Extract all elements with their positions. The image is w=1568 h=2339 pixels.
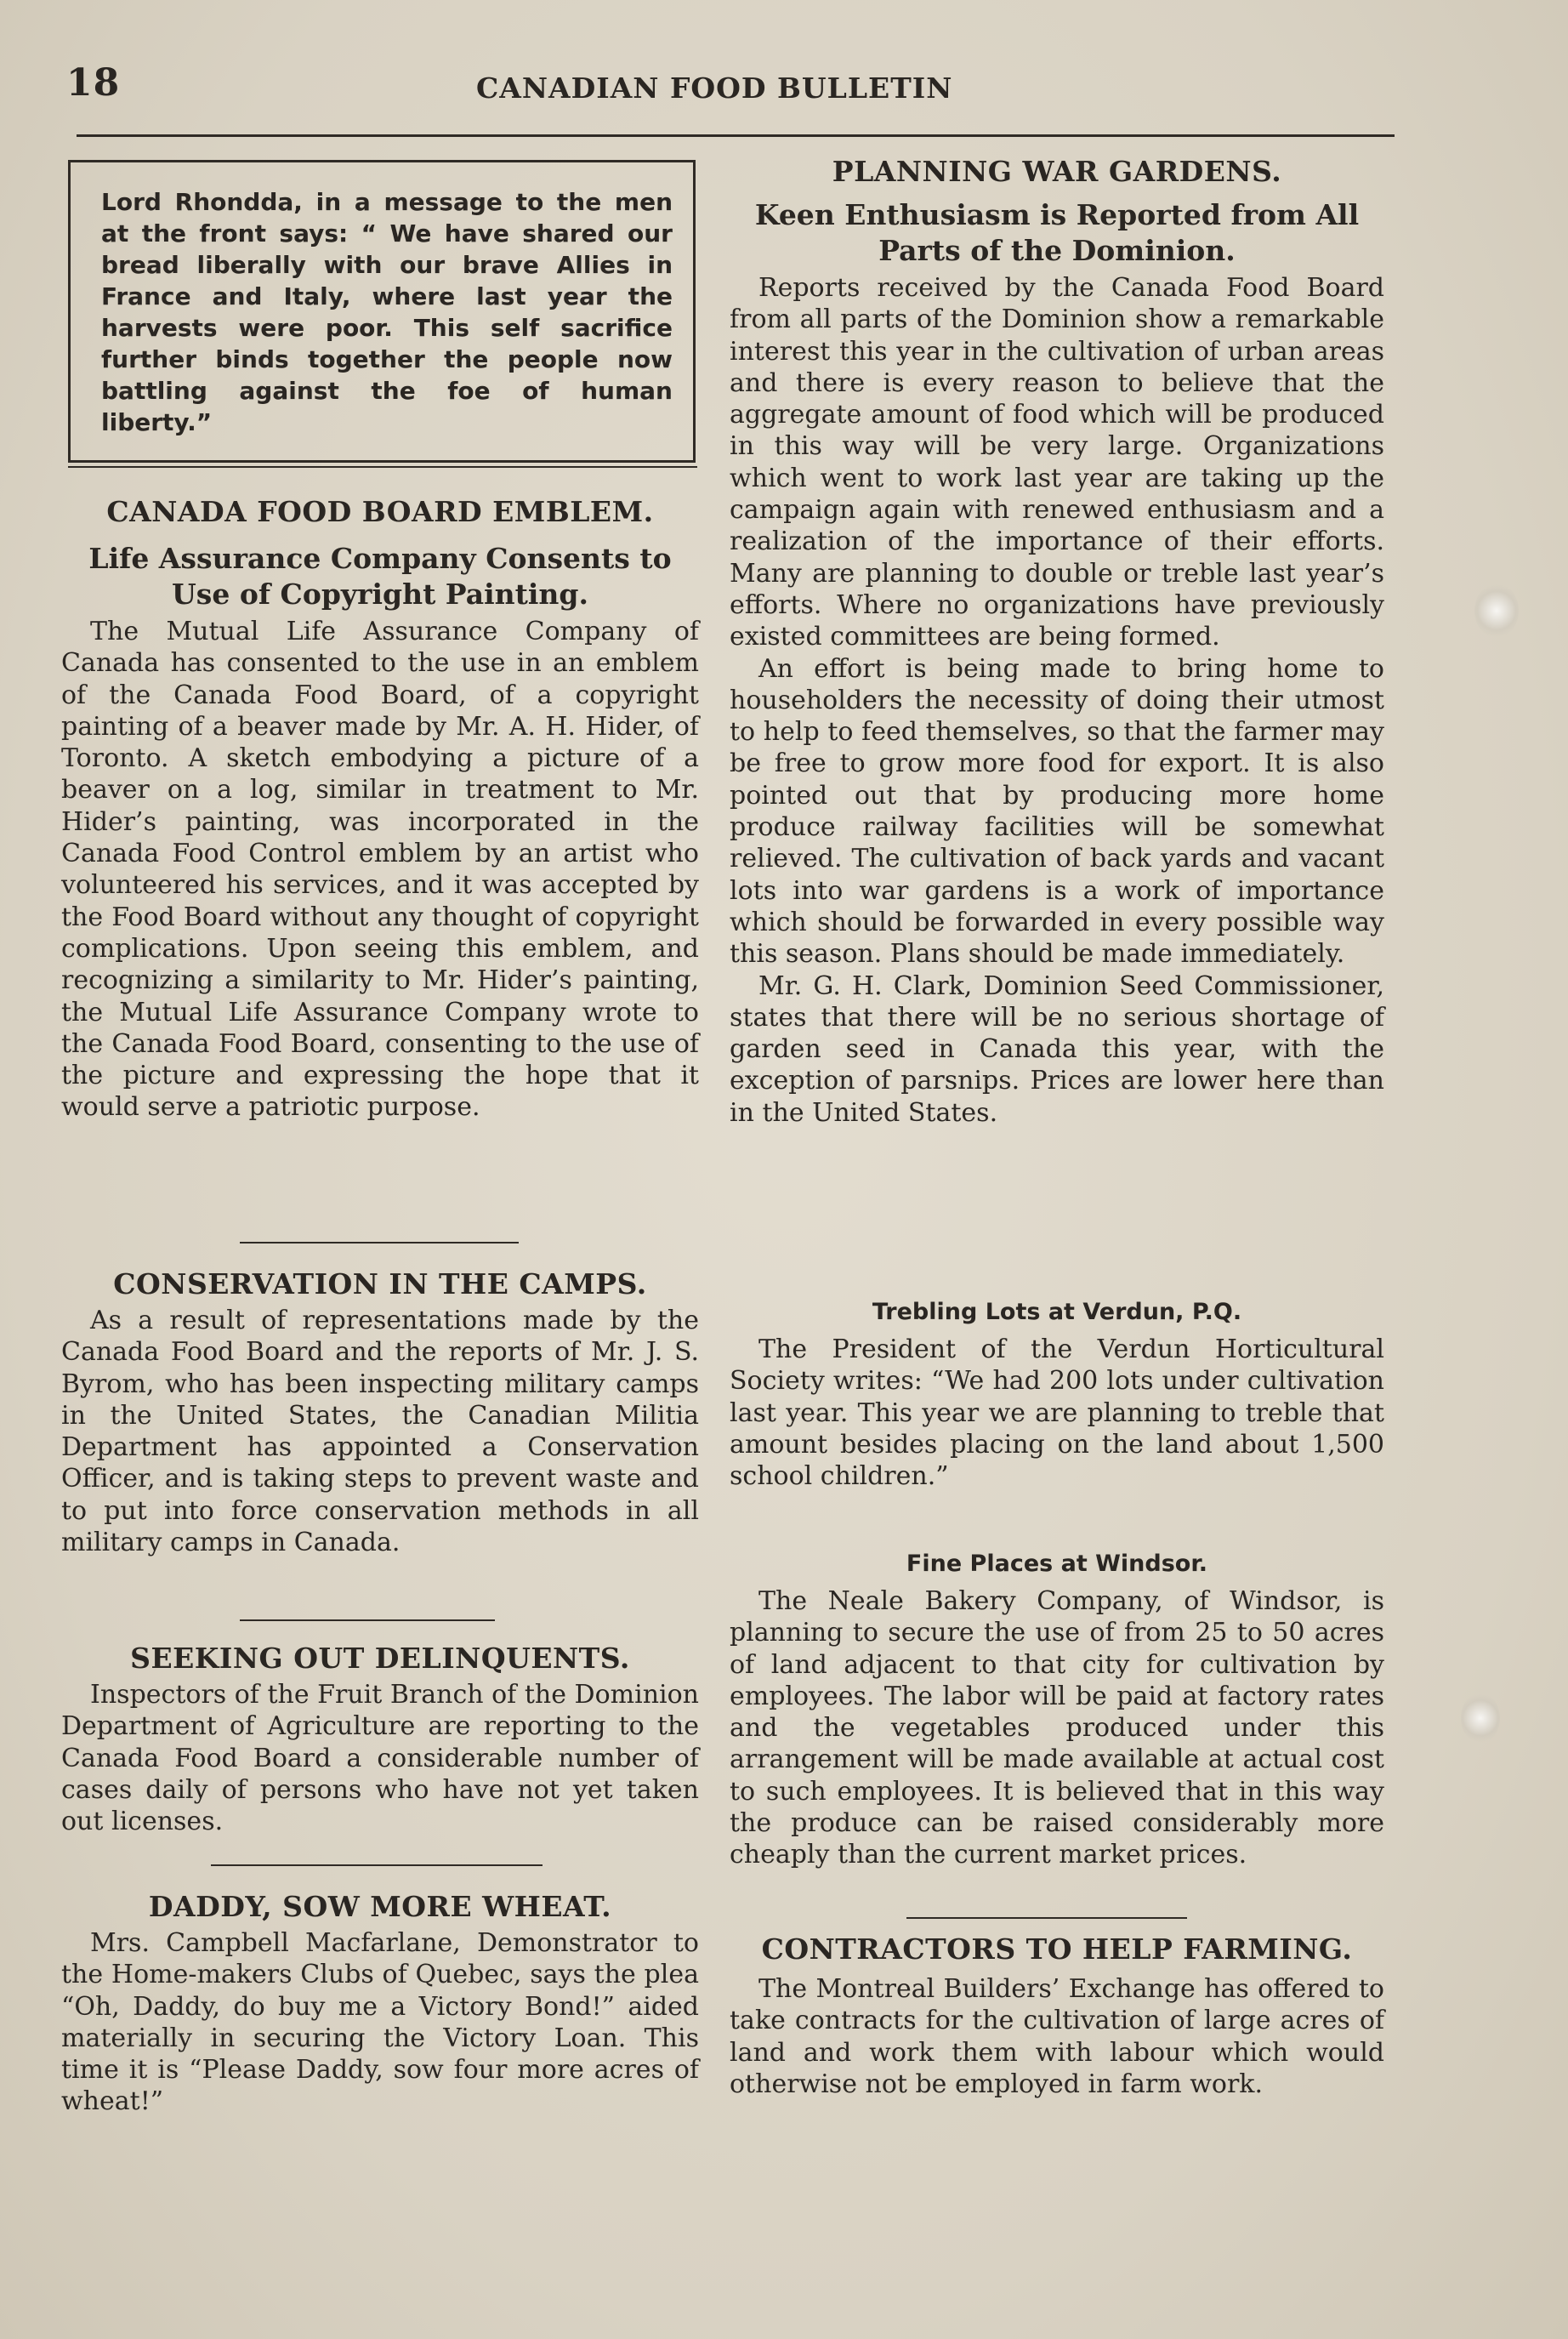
article-body: An effort is being made to bring home to householders the necessity of doing their utmost to help to feed themselves, so that the farmer may be free to grow more food for export. It is also pointed out that by producing more home produce railway facilities will be somewhat relieved. The cultivation of back yards and vacant lots into war gardens is a work of importance which should be forwarded in every possible way this season. Plans should be made immediately. <box>730 653 1384 970</box>
divider <box>211 1864 543 1866</box>
article-subtitle: Life Assurance Company Consents to Use of Copyright Painting. <box>88 542 672 611</box>
article-title: CONSERVATION IN THE CAMPS. <box>113 1267 647 1300</box>
article-verdun <box>730 1298 1384 1492</box>
article-body: The President of the Verdun Horticultural Society writes: “We had 200 lots under cultivation last year. This year we are planning to treble that amount besides placing on the land about 1,500 school children.” <box>730 1335 1384 1492</box>
article-windsor <box>730 1550 1384 1871</box>
article-title: DADDY, SOW MORE WHEAT. <box>148 1890 612 1923</box>
article-body: Inspectors of the Fruit Branch of the Dominion Department of Agriculture are reporting to the Canada Food Board a considerable number of cases daily of persons who have not yet taken out licenses. <box>61 1680 699 1837</box>
header-rule <box>77 134 1395 137</box>
quote-text: Lord Rhondda, in a message to the men at the front says: “ We have shared our bread liberally with our brave Allies in France and Italy, where last year the harvests were poor. This self sacrifice further binds together the people now battling against the foe of human liberty.” <box>101 188 673 436</box>
divider <box>240 1619 495 1621</box>
article-delinquents <box>61 1642 699 1837</box>
article-body: Mr. G. H. Clark, Dominion Seed Commissioner, states that there will be no serious shortage of garden seed in Canada this year, with the exception of parsnips. Prices are lower here than in the United States. <box>730 970 1384 1128</box>
quote-box <box>68 160 696 463</box>
article-title: Trebling Lots at Verdun, P.Q. <box>872 1299 1242 1325</box>
article-gardens <box>730 155 1384 1129</box>
article-body: As a result of representations made by the Canada Food Board and the reports of Mr. J. S. Byrom, who has been inspecting military camps in the United States, the Canadian Militia Department has appointed a Conservation Officer, and is taking steps to prevent waste and to put into force conservation methods in all military camps in Canada. <box>61 1306 699 1558</box>
divider <box>906 1917 1187 1919</box>
paper-blemish <box>1474 583 1519 638</box>
article-title: PLANNING WAR GARDENS. <box>832 155 1282 188</box>
article-title: CANADA FOOD BOARD EMBLEM. <box>106 495 654 528</box>
article-body: The Mutual Life Assurance Company of Canada has consented to the use in an emblem of the Canada Food Board, of a copyright painting of a beaver made by Mr. A. H. Hider, of Toronto. A sketch embodying a picture of a beaver on a log, similar in treatment to Mr. Hider’s painting, was incorporated in the Canada Food Control emblem by an artist who volunteered his services, and it was accepted by the Food Board without any thought of copyright complications. Upon seeing this emblem, and recognizing a similarity to Mr. Hider’s painting, the Mutual Life Assurance Company wrote to the Canada Food Board, consenting to the use of the picture and expressing the hope that it would serve a patriotic purpose. <box>61 617 699 1123</box>
paper-blemish <box>1461 1693 1500 1744</box>
article-title: SEEKING OUT DELINQUENTS. <box>130 1642 630 1675</box>
article-body: Reports received by the Canada Food Board from all parts of the Dominion show a remarkable interest this year in the cultivation of urban areas and there is every reason to believe that the aggregate amount of food which will be produced in this way will be very large. Organizations which went to work last year are taking up the campaign again with renewed enthusiasm and a realization of the importance of their efforts. Many are planning to double or treble last year’s efforts. Where no organizations have previously existed committees are being formed. <box>730 273 1384 652</box>
article-daddy <box>61 1890 699 2118</box>
article-emblem <box>61 495 699 1124</box>
divider <box>68 466 697 468</box>
masthead: CANADIAN FOOD BULLETIN <box>476 71 953 105</box>
divider <box>240 1242 519 1243</box>
article-title: CONTRACTORS TO HELP FARMING. <box>761 1932 1353 1966</box>
article-body: The Neale Bakery Company, of Windsor, is planning to secure the use of from 25 to 50 acres of land adjacent to that city for cultivation by employees. The labor will be paid at factory rates and the vegetables produced under this arrangement will be made available at actual cost to such employees. It is believed that in this way the produce can be raised considerably more cheaply than the current market prices. <box>730 1586 1384 1870</box>
page-number: 18 <box>66 61 121 105</box>
article-camps <box>61 1267 699 1558</box>
article-body: Mrs. Campbell Macfarlane, Demonstrator to the Home-makers Clubs of Quebec, says the plea “Oh, Daddy, do buy me a Victory Bond!” aided materially in securing the Victory Loan. This time it is “Please Daddy, sow four more acres of wheat!” <box>61 1928 699 2117</box>
article-subtitle: Keen Enthusiasm is Reported from All Parts of the Dominion. <box>754 198 1360 267</box>
article-title: Fine Places at Windsor. <box>906 1551 1208 1577</box>
article-contractors <box>730 1932 1384 2100</box>
article-body: The Montreal Builders’ Exchange has offered to take contracts for the cultivation of large acres of land and work them with labour which would otherwise not be employed in farm work. <box>730 1974 1384 2099</box>
